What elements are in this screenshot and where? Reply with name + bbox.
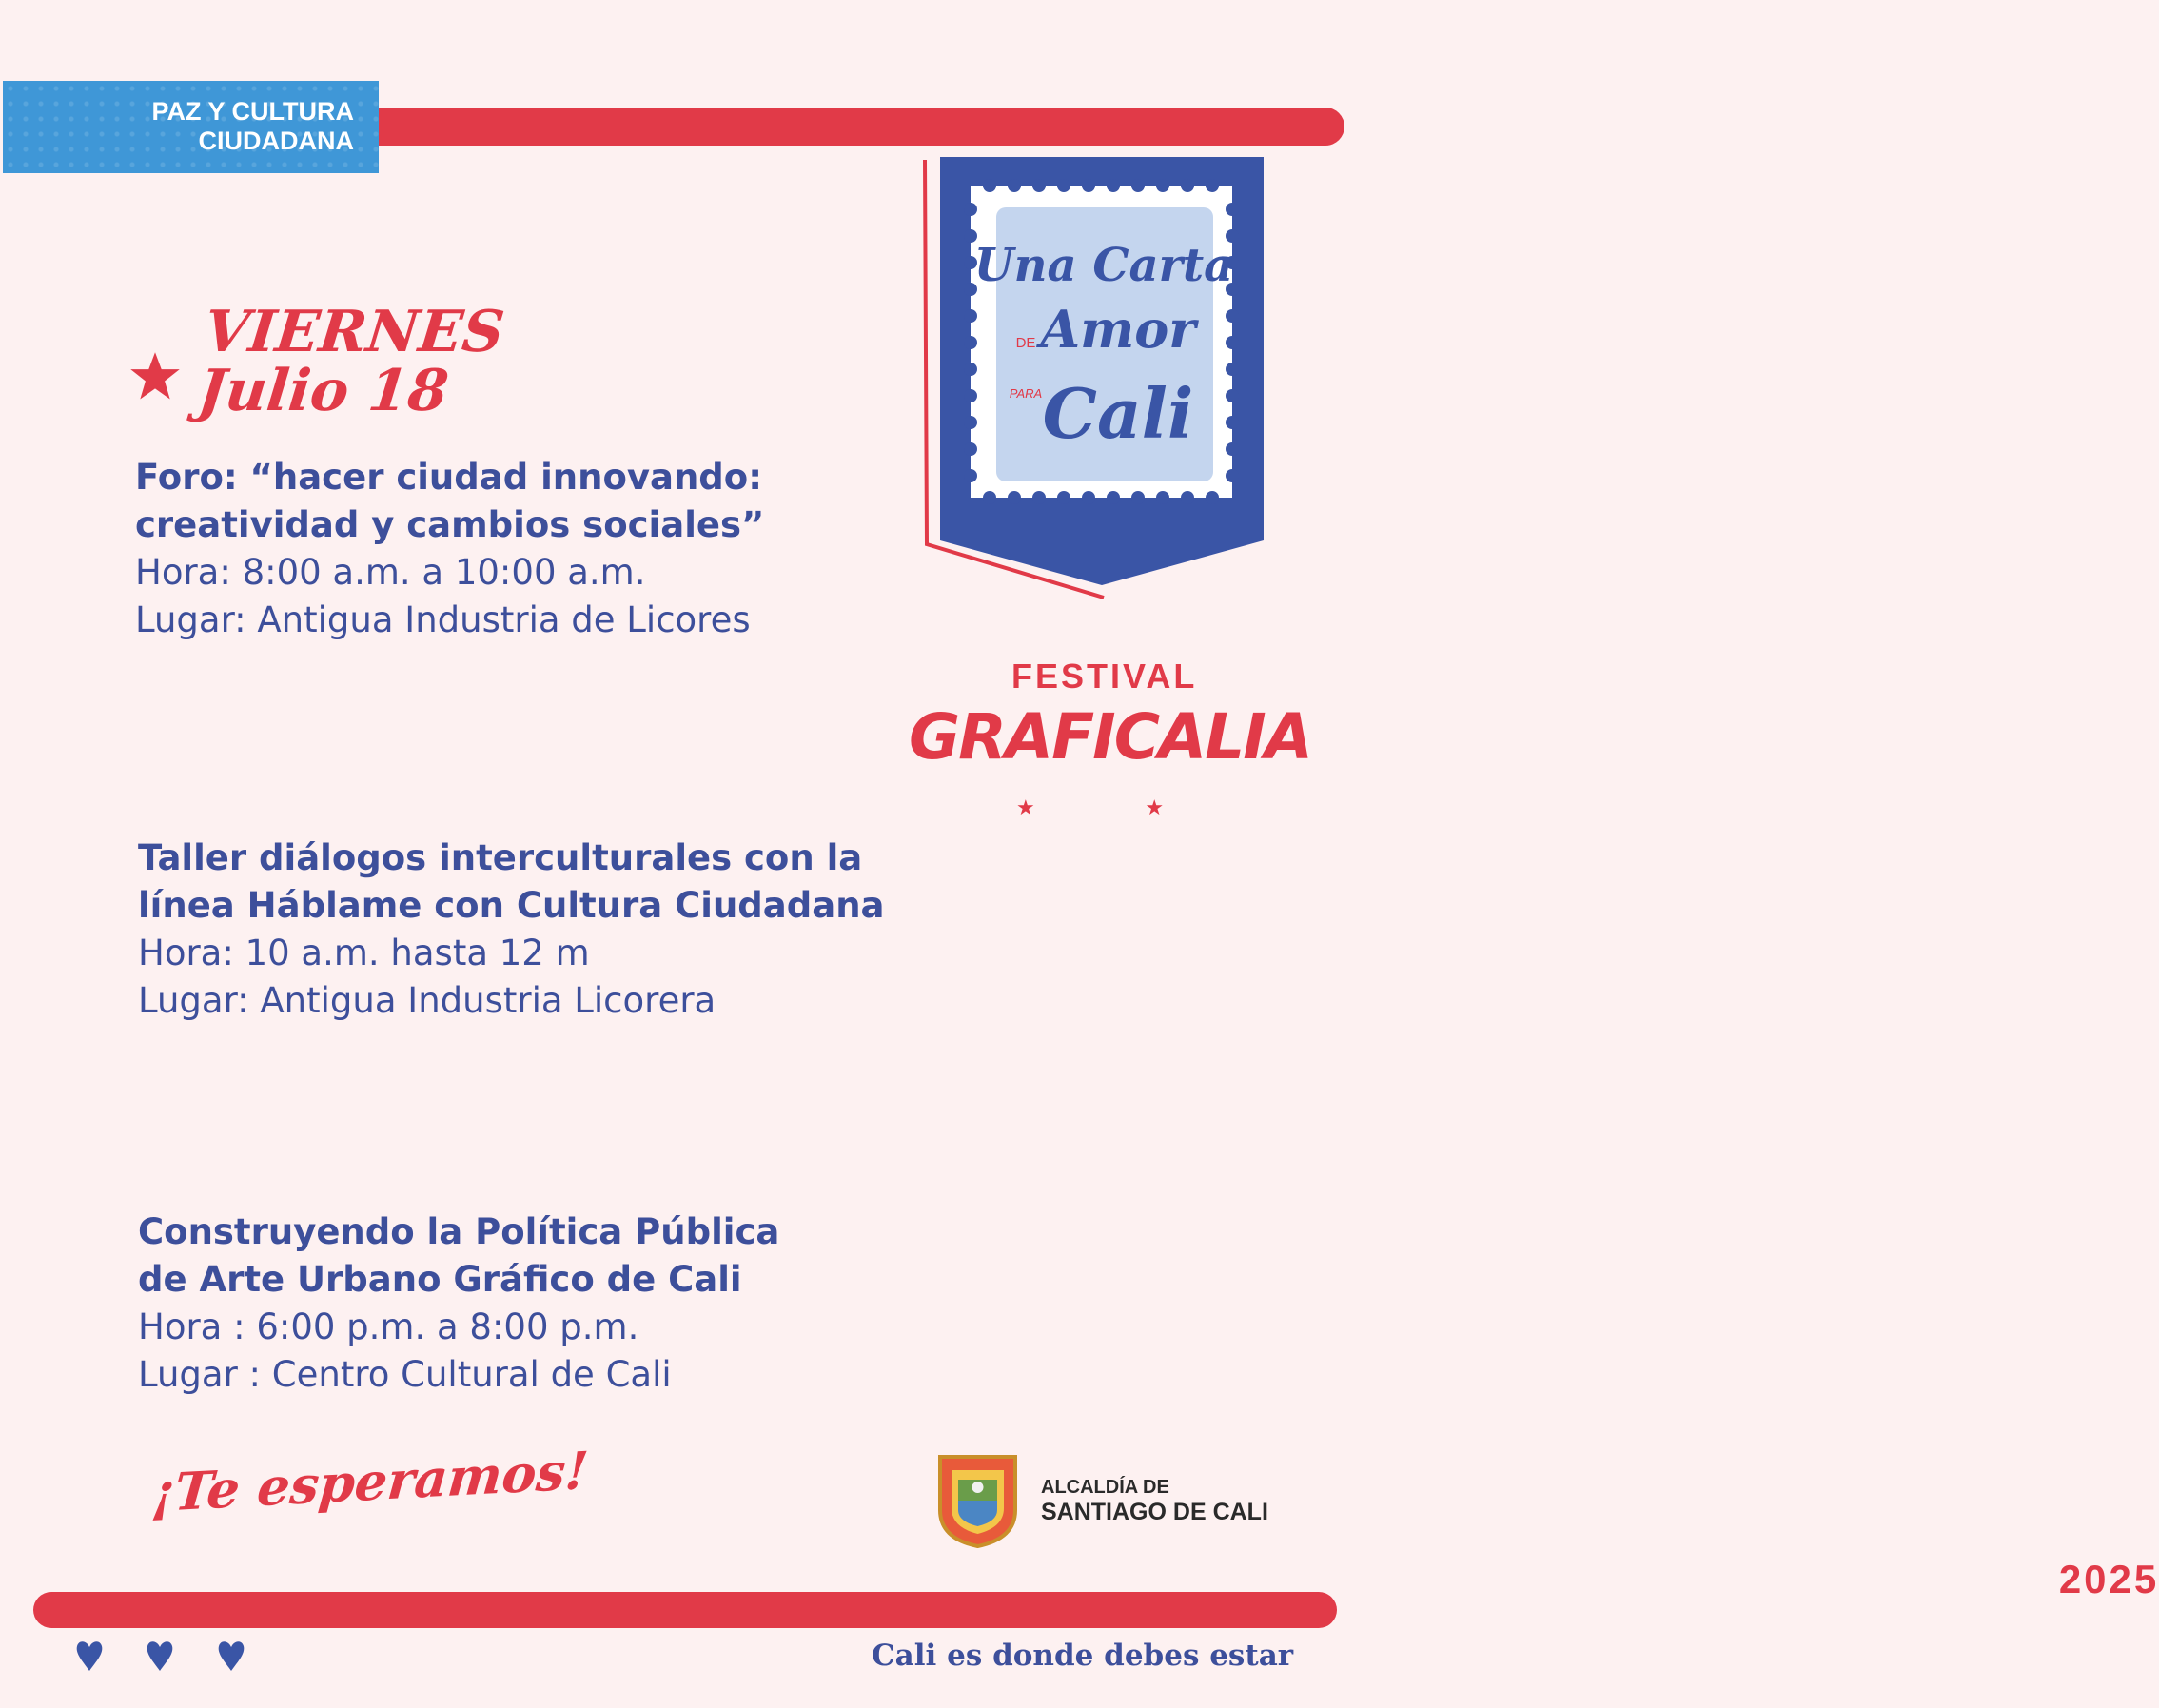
event-2-place: Lugar: Antigua Industria Licorera <box>138 980 716 1021</box>
event-3-title-line2: de Arte Urbano Gráfico de Cali <box>138 1259 742 1300</box>
heart-icon <box>73 1639 106 1673</box>
event-2 <box>138 834 885 1025</box>
alcaldia-line2: SANTIAGO DE CALI <box>1041 1499 1268 1525</box>
event-3 <box>138 1208 779 1399</box>
event-3-title-line1: Construyendo la Política Pública <box>138 1211 780 1252</box>
event-3-time: Hora : 6:00 p.m. a 8:00 p.m. <box>138 1306 639 1347</box>
event-2-time: Hora: 10 a.m. hasta 12 m <box>138 933 590 973</box>
date-heading <box>195 299 508 424</box>
event-3-place: Lugar : Centro Cultural de Cali <box>138 1354 672 1395</box>
stamp-para: PARA <box>1009 386 1043 401</box>
event-1-title-line2: creatividad y cambios sociales” <box>135 504 765 545</box>
event-2-title-line2: línea Háblame con Cultura Ciudadana <box>138 885 885 926</box>
section-tag-line2: CIUDADANA <box>198 127 354 155</box>
star-icon: ★ <box>1016 796 1035 820</box>
coat-of-arms-icon <box>932 1451 1023 1549</box>
event-2-title-line1: Taller diálogos interculturales con la <box>138 837 863 878</box>
date-label: Julio 18 <box>195 358 452 424</box>
stamp-de: DE <box>1015 335 1036 351</box>
day-label: VIERNES <box>201 299 508 365</box>
festival-year: 2025 <box>2058 1557 2159 1601</box>
stamp-line2: Amor <box>1040 299 1196 360</box>
festival-label: FESTIVAL <box>1011 657 1198 696</box>
star-icon: ★ <box>1145 796 1165 820</box>
event-1-place: Lugar: Antigua Industria de Licores <box>135 599 751 640</box>
stamp-line1: Una Carta <box>973 239 1234 292</box>
stamp-line3: Cali <box>1042 373 1194 454</box>
section-tag-line1: PAZ Y CULTURA <box>151 97 354 126</box>
alcaldia-name <box>1041 1476 1268 1525</box>
star-icon <box>128 350 182 403</box>
alcaldia-line1: ALCALDÍA DE <box>1041 1477 1169 1498</box>
footer-tagline: Cali es donde debes estar <box>872 1639 1294 1673</box>
heart-icon <box>215 1639 247 1673</box>
festival-name: GRAFICALIA <box>909 700 1311 774</box>
closing-message: ¡Te esperamos! <box>149 1439 591 1524</box>
bottom-red-bar <box>33 1592 1337 1628</box>
stamp-banner <box>913 152 1275 604</box>
event-1-time: Hora: 8:00 a.m. a 10:00 a.m. <box>135 552 646 593</box>
top-red-bar <box>379 108 1344 146</box>
event-1-title-line1: Foro: “hacer ciudad innovando: <box>135 457 763 498</box>
event-1 <box>135 454 764 644</box>
section-tag <box>3 81 379 173</box>
heart-icon <box>144 1639 176 1673</box>
